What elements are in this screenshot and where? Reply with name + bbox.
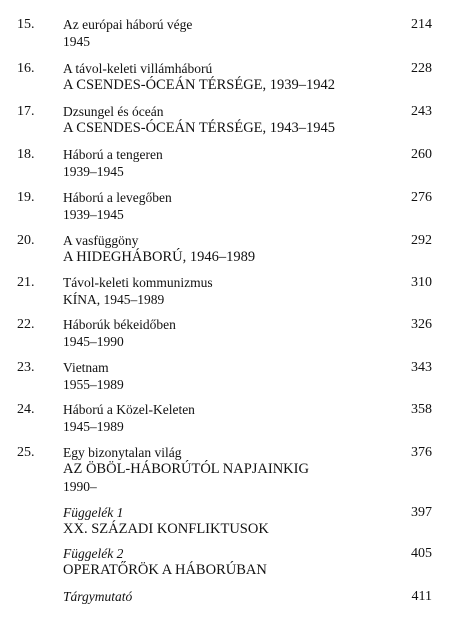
- chapter-text: [63, 445, 383, 495]
- chapter-text: [63, 104, 383, 137]
- chapter-title: Dzsungel és óceán: [63, 104, 164, 119]
- page-number: 214: [411, 17, 432, 32]
- chapter-number: 17.: [17, 104, 35, 119]
- chapter-title: Háborúk békeidőben: [63, 317, 176, 332]
- chapter-text: [63, 402, 383, 435]
- chapter-number: 25.: [17, 445, 35, 460]
- appendix-title: XX. SZÁZADI KONFLIKTUSOK: [63, 521, 269, 537]
- page-number: 411: [411, 589, 432, 604]
- chapter-subtitle: KÍNA, 1945–1989: [63, 292, 165, 307]
- chapter-title: A távol-keleti villámháború: [63, 61, 213, 76]
- chapter-text: [63, 61, 383, 94]
- chapter-years: 1990–: [63, 479, 97, 494]
- chapter-subtitle: A CSENDES-ÓCEÁN TÉRSÉGE, 1943–1945: [63, 120, 336, 136]
- chapter-subtitle: AZ ÖBÖL-HÁBORÚTÓL NAPJAINKIG: [63, 461, 309, 477]
- chapter-title: Távol-keleti kommunizmus: [63, 275, 213, 290]
- page-number: 228: [411, 61, 432, 76]
- chapter-subtitle: A HIDEGHÁBORÚ, 1946–1989: [63, 249, 256, 265]
- chapter-title: Az európai háború vége: [63, 17, 193, 32]
- appendix-title: OPERATŐRÖK A HÁBORÚBAN: [63, 562, 267, 578]
- page-number: 276: [411, 190, 432, 205]
- chapter-title: Háború a Közel-Keleten: [63, 402, 195, 417]
- page-number: 326: [411, 317, 432, 332]
- page-number: 343: [411, 360, 432, 375]
- chapter-text: [63, 233, 383, 266]
- chapter-number: 16.: [17, 61, 35, 76]
- index-label: Tárgymutató: [63, 589, 133, 604]
- chapter-number: 24.: [17, 402, 35, 417]
- appendix-text: [63, 505, 383, 538]
- chapter-number: 20.: [17, 233, 35, 248]
- page-number: 405: [411, 546, 432, 561]
- chapter-number: 21.: [17, 275, 35, 290]
- chapter-text: [63, 147, 383, 180]
- appendix-label: Függelék 1: [63, 505, 124, 520]
- page-number: 292: [411, 233, 432, 248]
- chapter-subtitle: 1955–1989: [63, 377, 124, 392]
- page-number: 243: [411, 104, 432, 119]
- chapter-subtitle: 1939–1945: [63, 164, 124, 179]
- chapter-title: A vasfüggöny: [63, 233, 139, 248]
- page-number: 358: [411, 402, 432, 417]
- chapter-number: 22.: [17, 317, 35, 332]
- chapter-text: [63, 360, 383, 393]
- chapter-number: 23.: [17, 360, 35, 375]
- chapter-text: [63, 275, 383, 308]
- chapter-subtitle: A CSENDES-ÓCEÁN TÉRSÉGE, 1939–1942: [63, 77, 336, 93]
- chapter-subtitle: 1945–1990: [63, 334, 124, 349]
- chapter-title: Vietnam: [63, 360, 109, 375]
- page-number: 397: [411, 505, 432, 520]
- page-number: 376: [411, 445, 432, 460]
- chapter-number: 18.: [17, 147, 35, 162]
- chapter-text: [63, 190, 383, 223]
- chapter-title: Egy bizonytalan világ: [63, 445, 182, 460]
- page-number: 310: [411, 275, 432, 290]
- page-number: 260: [411, 147, 432, 162]
- chapter-text: [63, 317, 383, 350]
- chapter-text: [63, 17, 383, 50]
- chapter-subtitle: 1945: [63, 34, 90, 49]
- appendix-text: [63, 546, 383, 579]
- appendix-label: Függelék 2: [63, 546, 124, 561]
- index-text: [63, 589, 383, 605]
- chapter-subtitle: 1939–1945: [63, 207, 124, 222]
- chapter-title: Háború a tengeren: [63, 147, 163, 162]
- chapter-subtitle: 1945–1989: [63, 419, 124, 434]
- chapter-number: 19.: [17, 190, 35, 205]
- chapter-title: Háború a levegőben: [63, 190, 172, 205]
- chapter-number: 15.: [17, 17, 35, 32]
